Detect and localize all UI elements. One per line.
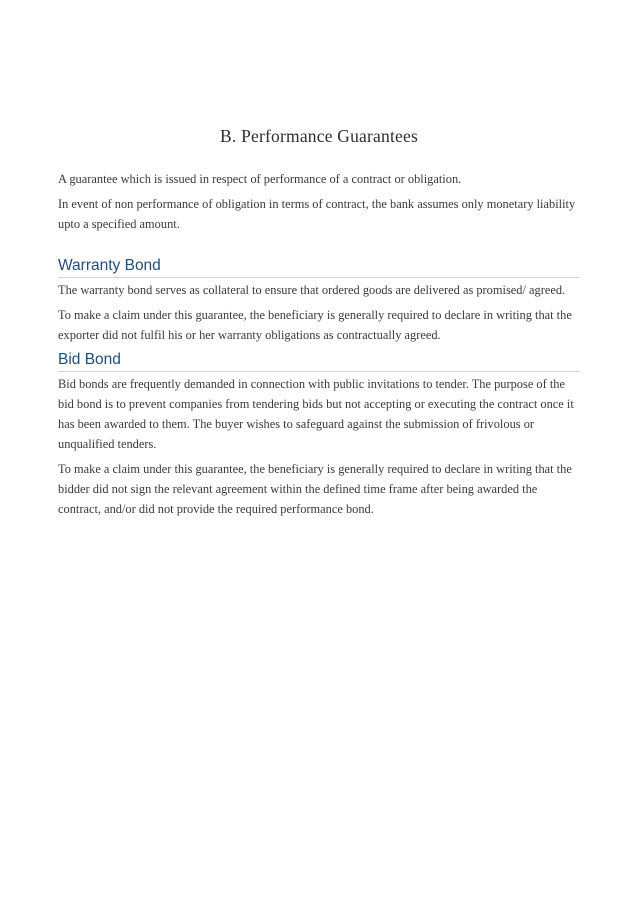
intro-paragraph: In event of non performance of obligation in terms of contract, the bank assumes only monetary liability upto a specified amount.: [58, 197, 576, 231]
document-page: [58, 0, 580, 524]
section-paragraph: To make a claim under this guarantee, the beneficiary is generally required to declare in writing that the bidder did not sign the relevant agreement within the defined time frame after being awarded the contract, and/or did not provide the required performance bond.: [58, 462, 572, 516]
section-paragraph: Bid bonds are frequently demanded in connection with public invitations to tender. The purpose of the bid bond is to prevent companies from tendering bids but not accepting or executing the contract once it has been awarded to them. The buyer wishes to safeguard against the submission of frivolous or unqualified tenders.: [58, 377, 574, 451]
page-title: B. Performance Guarantees: [220, 126, 418, 146]
section-paragraph: To make a claim under this guarantee, the beneficiary is generally required to declare in writing that the exporter did not fulfil his or her warranty obligations as contractually agreed.: [58, 308, 572, 342]
section-paragraph: The warranty bond serves as collateral to ensure that ordered goods are delivered as promised/ agreed.: [58, 283, 566, 297]
intro-paragraph: A guarantee which is issued in respect of performance of a contract or obligation.: [58, 172, 462, 186]
section-bid-bond: [58, 350, 580, 519]
intro-section: [58, 169, 580, 234]
section-heading: Bid Bond: [58, 350, 580, 372]
section-warranty-bond: [58, 256, 580, 345]
section-heading: Warranty Bond: [58, 256, 580, 278]
